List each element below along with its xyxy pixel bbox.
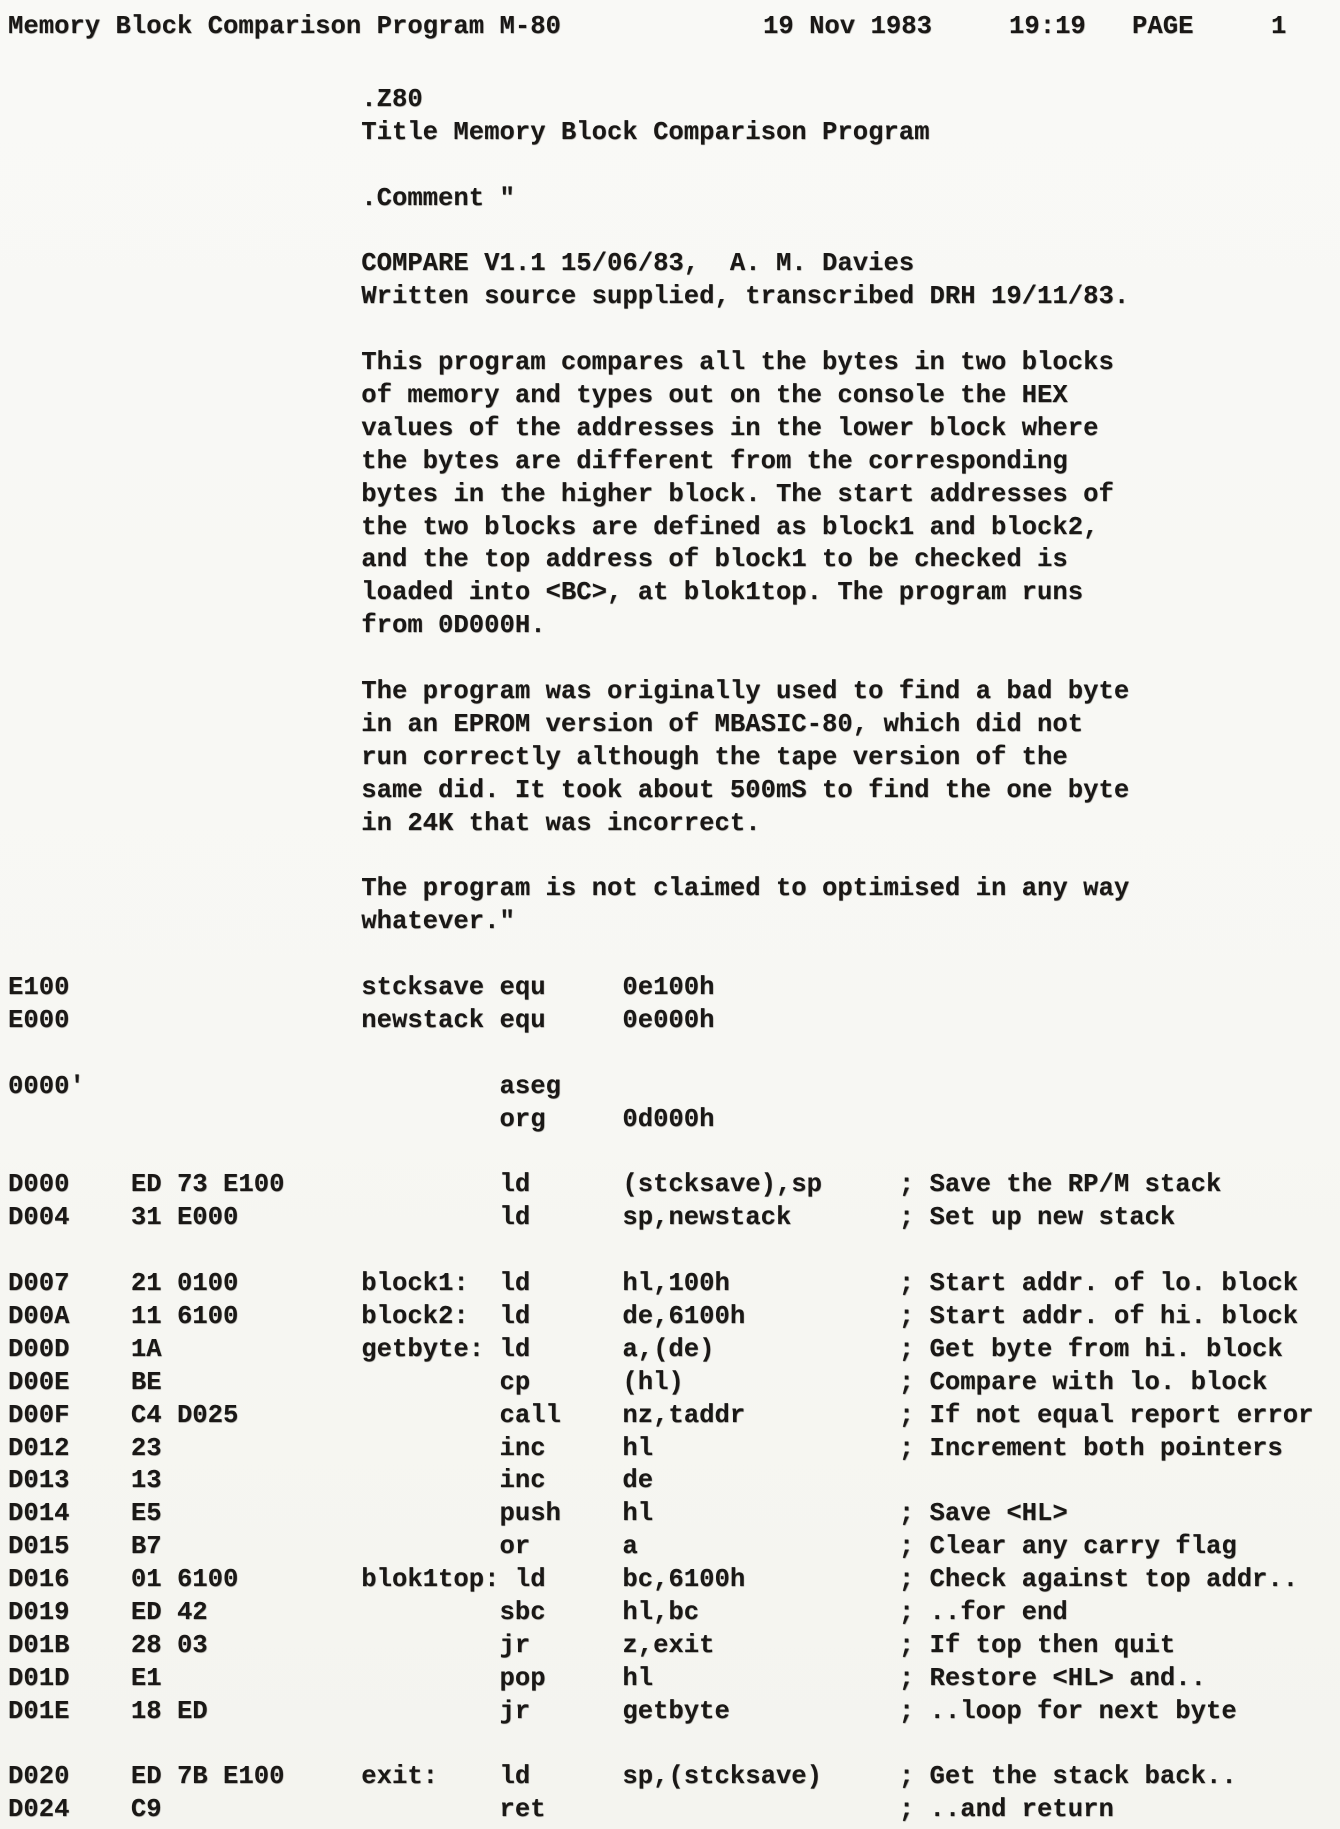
listing-line: COMPARE V1.1 15/06/83, A. M. Davies — [8, 249, 915, 279]
listing-line: This program compares all the bytes in two blocks — [8, 348, 1114, 378]
listing-line — [8, 1235, 1314, 1268]
print-date: 19 Nov 1983 — [763, 12, 932, 41]
listing-line: The program is not claimed to optimised in any way — [8, 874, 1130, 904]
listing-line: values of the addresses in the lower block where — [8, 413, 1099, 443]
print-time: 19:19 — [1009, 12, 1086, 41]
listing-line — [8, 314, 1314, 347]
listing-line — [8, 150, 1314, 183]
listing-line: in 24K that was incorrect. — [8, 808, 761, 838]
listing-line: .Comment " — [8, 183, 515, 213]
listing-line: in an EPROM version of MBASIC-80, which did not — [8, 709, 1084, 739]
listing-line: D004 31 E000 ld sp,newstack ; Set up new stack — [8, 1203, 1176, 1233]
listing-line: bytes in the higher block. The start addresses of — [8, 479, 1114, 509]
page-title: Memory Block Comparison Program M-80 — [8, 12, 561, 41]
listing-line: The program was originally used to find a bad byte — [8, 677, 1130, 707]
listing-line: E100 stcksave equ 0e100h — [8, 973, 715, 1003]
listing-line: whatever." — [8, 907, 515, 937]
page-header — [0, 14, 1340, 40]
listing-line: Title Memory Block Comparison Program — [8, 117, 930, 147]
listing-line — [8, 643, 1314, 676]
listing-line: D019 ED 42 sbc hl,bc ; ..for end — [8, 1597, 1068, 1627]
listing-line: D020 ED 7B E100 exit: ld sp,(stcksave) ; Get the stack back.. — [8, 1762, 1237, 1792]
listing-line: D016 01 6100 blok1top: ld bc,6100h ; Check against top addr.. — [8, 1565, 1299, 1595]
listing-line: of memory and types out on the console the HEX — [8, 381, 1068, 411]
page-label: PAGE — [1132, 12, 1194, 41]
listing-line — [8, 216, 1314, 249]
listing-line — [8, 1729, 1314, 1762]
listing-line: D013 13 inc de — [8, 1466, 654, 1496]
listing-line: Written source supplied, transcribed DRH 19/11/83. — [8, 282, 1130, 312]
listing-line — [8, 939, 1314, 972]
listing-line: D014 E5 push hl ; Save <HL> — [8, 1499, 1068, 1529]
listing-line: org 0d000h — [8, 1104, 715, 1134]
listing-line: .Z80 — [8, 85, 423, 114]
listing-line: D01E 18 ED jr getbyte ; ..loop for next byte — [8, 1696, 1237, 1726]
page-number: 1 — [1271, 12, 1287, 41]
listing-line: E000 newstack equ 0e000h — [8, 1005, 715, 1035]
listing-line: loaded into <BC>, at blok1top. The program runs — [8, 578, 1084, 608]
listing-line: D015 B7 or a ; Clear any carry flag — [8, 1532, 1237, 1562]
listing-line: D00F C4 D025 call nz,taddr ; If not equal report error — [8, 1400, 1314, 1430]
listing-line: run correctly although the tape version of the — [8, 742, 1068, 772]
listing-line — [8, 1038, 1314, 1071]
listing-line: from 0D000H. — [8, 611, 546, 641]
listing-line: same did. It took about 500mS to find the one byte — [8, 775, 1130, 805]
listing-line: D00D 1A getbyte: ld a,(de) ; Get byte from hi. block — [8, 1334, 1283, 1364]
listing-line: the two blocks are defined as block1 and block2, — [8, 512, 1099, 542]
listing-line: 0000' aseg — [8, 1071, 561, 1101]
assembly-listing — [8, 84, 1314, 1827]
listing-line: D01D E1 pop hl ; Restore <HL> and.. — [8, 1663, 1206, 1693]
listing-line: D024 C9 ret ; ..and return — [8, 1795, 1114, 1825]
listing-line: D000 ED 73 E100 ld (stcksave),sp ; Save the RP/M stack — [8, 1170, 1222, 1200]
listing-line: the bytes are different from the corresponding — [8, 446, 1068, 476]
listing-line: D007 21 0100 block1: ld hl,100h ; Start addr. of lo. block — [8, 1269, 1299, 1299]
listing-line: D00A 11 6100 block2: ld de,6100h ; Start addr. of hi. block — [8, 1301, 1299, 1331]
listing-line: D012 23 inc hl ; Increment both pointers — [8, 1433, 1283, 1463]
listing-line — [8, 840, 1314, 873]
listing-line: and the top address of block1 to be checked is — [8, 545, 1068, 575]
listing-line: D00E BE cp (hl) ; Compare with lo. block — [8, 1367, 1268, 1397]
listing-line: D01B 28 03 jr z,exit ; If top then quit — [8, 1630, 1176, 1660]
listing-line — [8, 1137, 1314, 1170]
